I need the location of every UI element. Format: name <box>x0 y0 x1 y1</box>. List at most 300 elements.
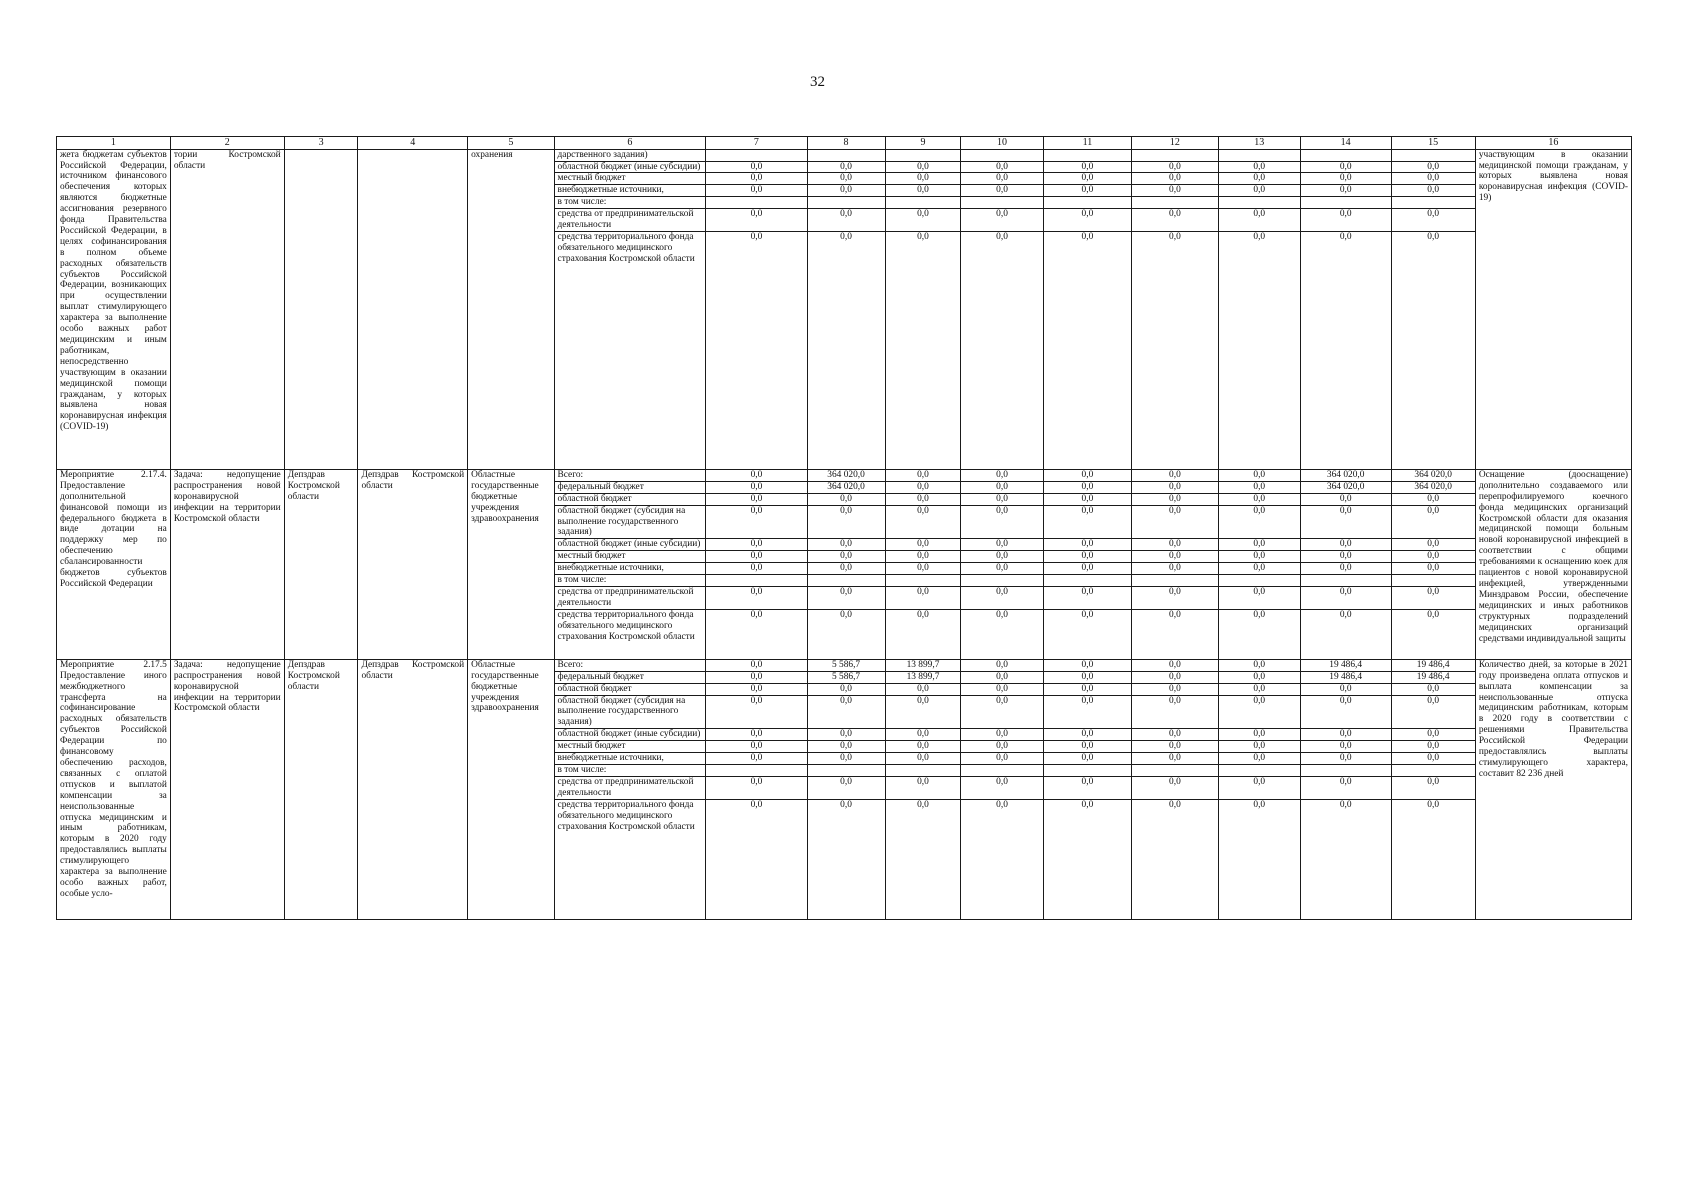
amount-cell: 0,0 <box>1391 563 1475 575</box>
amount-cell: 0,0 <box>1043 609 1132 659</box>
amount-cell: 0,0 <box>706 671 807 683</box>
amount-cell <box>1043 149 1132 161</box>
amount-cell: 0,0 <box>807 539 885 551</box>
column-number-row <box>57 137 1632 150</box>
amount-cell: 0,0 <box>1218 551 1300 563</box>
amount-cell: 0,0 <box>885 173 961 185</box>
amount-cell: 0,0 <box>706 609 807 659</box>
column-number: 3 <box>284 137 358 150</box>
amount-cell <box>807 197 885 209</box>
amount-cell <box>961 575 1043 587</box>
amount-cell <box>1132 764 1218 776</box>
funding-source: внебюджетные источники, <box>554 753 706 765</box>
amount-cell: 0,0 <box>807 741 885 753</box>
amount-cell: 0,0 <box>706 469 807 481</box>
amount-cell: 0,0 <box>1218 729 1300 741</box>
amount-cell: 0,0 <box>885 505 961 539</box>
amount-cell: 0,0 <box>1132 161 1218 173</box>
column-number: 8 <box>807 137 885 150</box>
amount-cell <box>961 197 1043 209</box>
amount-cell <box>706 575 807 587</box>
amount-cell: 0,0 <box>1391 683 1475 695</box>
amount-cell: 0,0 <box>706 481 807 493</box>
amount-cell: 364 020,0 <box>1300 481 1391 493</box>
amount-cell: 0,0 <box>1300 185 1391 197</box>
amount-cell: 0,0 <box>706 683 807 695</box>
amount-cell: 13 899,7 <box>885 671 961 683</box>
executor-cell <box>284 149 358 469</box>
amount-cell: 0,0 <box>961 173 1043 185</box>
amount-cell: 0,0 <box>1391 493 1475 505</box>
amount-cell: 0,0 <box>885 231 961 469</box>
amount-cell: 0,0 <box>961 695 1043 729</box>
amount-cell <box>1043 764 1132 776</box>
executor-cell: Депздрав Костромской области <box>284 469 358 659</box>
column-number: 7 <box>706 137 807 150</box>
participant-cell: Депздрав Костромской области <box>358 469 468 659</box>
amount-cell: 0,0 <box>1218 173 1300 185</box>
funding-source: областной бюджет (иные субсидии) <box>554 729 706 741</box>
amount-cell: 0,0 <box>1300 563 1391 575</box>
measure-cell: жета бюджетам субъектов Российской Федерации, источником финансового обеспечения которых являются бюджетные ассигнования резервного фонда Правительства Российской Федерации, в целях софинансирования в полном объеме расходных обязательств субъектов Российской Федерации, возникающих при осуществлении выплат стимулирующего характера за выполнение особо важных работ медицинским и иным работникам, непосредственно участвующим в оказании медицинской помощи гражданам, у которых выявлена новая коронавирусная инфекция (COVID-19) <box>57 149 171 469</box>
participant-cell: Депздрав Костромской области <box>358 659 468 919</box>
amount-cell: 0,0 <box>1391 231 1475 469</box>
amount-cell: 0,0 <box>706 776 807 799</box>
amount-cell <box>1218 575 1300 587</box>
funding-source: Всего: <box>554 659 706 671</box>
column-number: 1 <box>57 137 171 150</box>
amount-cell: 0,0 <box>807 231 885 469</box>
amount-cell: 0,0 <box>807 587 885 610</box>
amount-cell: 19 486,4 <box>1300 671 1391 683</box>
amount-cell: 0,0 <box>1300 695 1391 729</box>
amount-cell: 0,0 <box>1218 161 1300 173</box>
amount-cell <box>1391 197 1475 209</box>
recipient-cell: Областные государственные бюджетные учреждения здравоохранения <box>468 469 554 659</box>
amount-cell: 364 020,0 <box>1391 469 1475 481</box>
amount-cell: 0,0 <box>1132 209 1218 232</box>
amount-cell: 0,0 <box>1132 469 1218 481</box>
funding-source: областной бюджет (иные субсидии) <box>554 161 706 173</box>
amount-cell: 0,0 <box>706 231 807 469</box>
amount-cell: 0,0 <box>885 609 961 659</box>
funding-source: федеральный бюджет <box>554 481 706 493</box>
amount-cell <box>885 575 961 587</box>
amount-cell <box>1043 197 1132 209</box>
amount-cell: 0,0 <box>961 671 1043 683</box>
funding-source: местный бюджет <box>554 741 706 753</box>
amount-cell: 0,0 <box>1043 231 1132 469</box>
amount-cell: 0,0 <box>961 161 1043 173</box>
column-number: 2 <box>170 137 284 150</box>
amount-cell: 0,0 <box>885 493 961 505</box>
amount-cell: 0,0 <box>1300 551 1391 563</box>
amount-cell: 0,0 <box>961 493 1043 505</box>
amount-cell: 0,0 <box>961 609 1043 659</box>
column-number: 12 <box>1132 137 1218 150</box>
amount-cell: 0,0 <box>1218 587 1300 610</box>
amount-cell: 0,0 <box>1391 587 1475 610</box>
amount-cell: 0,0 <box>1391 609 1475 659</box>
amount-cell: 0,0 <box>1300 729 1391 741</box>
amount-cell: 0,0 <box>706 753 807 765</box>
amount-cell: 0,0 <box>807 209 885 232</box>
amount-cell: 5 586,7 <box>807 671 885 683</box>
amount-cell <box>1300 575 1391 587</box>
amount-cell <box>1218 149 1300 161</box>
amount-cell: 0,0 <box>1043 173 1132 185</box>
amount-cell: 0,0 <box>1132 493 1218 505</box>
amount-cell: 0,0 <box>1132 659 1218 671</box>
amount-cell: 0,0 <box>807 161 885 173</box>
amount-cell <box>885 764 961 776</box>
amount-cell: 0,0 <box>1391 695 1475 729</box>
funding-source: в том числе: <box>554 764 706 776</box>
amount-cell: 0,0 <box>1218 493 1300 505</box>
amount-cell: 0,0 <box>807 776 885 799</box>
amount-cell: 0,0 <box>1300 799 1391 919</box>
amount-cell: 0,0 <box>1043 505 1132 539</box>
amount-cell: 0,0 <box>961 505 1043 539</box>
amount-cell: 0,0 <box>1218 209 1300 232</box>
amount-cell: 0,0 <box>706 161 807 173</box>
amount-cell: 0,0 <box>1132 671 1218 683</box>
amount-cell: 0,0 <box>885 481 961 493</box>
amount-cell: 0,0 <box>961 683 1043 695</box>
amount-cell: 0,0 <box>807 609 885 659</box>
amount-cell: 0,0 <box>961 551 1043 563</box>
amount-cell <box>1218 197 1300 209</box>
column-number: 10 <box>961 137 1043 150</box>
amount-cell: 0,0 <box>1391 161 1475 173</box>
amount-cell: 0,0 <box>1218 659 1300 671</box>
amount-cell: 0,0 <box>706 551 807 563</box>
amount-cell: 0,0 <box>1132 185 1218 197</box>
amount-cell: 364 020,0 <box>1300 469 1391 481</box>
amount-cell: 0,0 <box>1043 469 1132 481</box>
amount-cell: 0,0 <box>706 563 807 575</box>
amount-cell: 0,0 <box>961 741 1043 753</box>
amount-cell: 0,0 <box>1132 776 1218 799</box>
amount-cell: 0,0 <box>1043 493 1132 505</box>
amount-cell: 0,0 <box>1132 481 1218 493</box>
amount-cell: 0,0 <box>1300 741 1391 753</box>
amount-cell: 0,0 <box>961 776 1043 799</box>
amount-cell: 0,0 <box>1043 776 1132 799</box>
amount-cell: 0,0 <box>1300 609 1391 659</box>
amount-cell: 0,0 <box>1132 753 1218 765</box>
amount-cell: 0,0 <box>1218 609 1300 659</box>
amount-cell: 0,0 <box>1391 753 1475 765</box>
amount-cell: 0,0 <box>1043 683 1132 695</box>
task-cell: тории Костромской области <box>170 149 284 469</box>
amount-cell: 0,0 <box>961 753 1043 765</box>
amount-cell: 0,0 <box>1391 551 1475 563</box>
amount-cell: 0,0 <box>706 539 807 551</box>
measure-cell: Мероприятие 2.17.4. Предоставление дополнительной финансовой помощи из федерального бюджета в виде дотации на поддержку мер по обеспечению сбалансированности бюджетов субъектов Российской Федерации <box>57 469 171 659</box>
amount-cell <box>1391 149 1475 161</box>
amount-cell: 364 020,0 <box>807 469 885 481</box>
amount-cell: 0,0 <box>1300 161 1391 173</box>
amount-cell <box>706 197 807 209</box>
amount-cell <box>1300 764 1391 776</box>
funding-source: областной бюджет (субсидия на выполнение государственного задания) <box>554 505 706 539</box>
amount-cell: 0,0 <box>885 563 961 575</box>
amount-cell: 0,0 <box>1043 753 1132 765</box>
amount-cell: 0,0 <box>1391 799 1475 919</box>
amount-cell <box>706 764 807 776</box>
amount-cell <box>1300 197 1391 209</box>
amount-cell: 0,0 <box>1132 563 1218 575</box>
amount-cell <box>1043 575 1132 587</box>
amount-cell: 0,0 <box>1043 695 1132 729</box>
amount-cell: 0,0 <box>1043 563 1132 575</box>
amount-cell: 0,0 <box>1043 481 1132 493</box>
amount-cell: 0,0 <box>1132 539 1218 551</box>
amount-cell: 0,0 <box>1218 231 1300 469</box>
amount-cell: 0,0 <box>961 469 1043 481</box>
amount-cell <box>961 149 1043 161</box>
amount-cell: 0,0 <box>1043 161 1132 173</box>
result-cell: участвующим в оказании медицинской помощи гражданам, у которых выявлена новая коронавирусная инфекция (COVID-19) <box>1475 149 1631 469</box>
amount-cell: 0,0 <box>1391 729 1475 741</box>
amount-cell: 19 486,4 <box>1300 659 1391 671</box>
amount-cell: 0,0 <box>706 695 807 729</box>
amount-cell: 0,0 <box>1391 776 1475 799</box>
amount-cell: 0,0 <box>706 729 807 741</box>
amount-cell: 0,0 <box>1300 539 1391 551</box>
column-number: 11 <box>1043 137 1132 150</box>
amount-cell: 0,0 <box>1132 741 1218 753</box>
amount-cell: 0,0 <box>706 185 807 197</box>
amount-cell: 0,0 <box>1218 671 1300 683</box>
amount-cell <box>1132 149 1218 161</box>
amount-cell: 0,0 <box>807 173 885 185</box>
amount-cell: 0,0 <box>1132 799 1218 919</box>
amount-cell: 0,0 <box>1218 683 1300 695</box>
amount-cell: 0,0 <box>1300 683 1391 695</box>
funding-source: в том числе: <box>554 575 706 587</box>
result-cell: Количество дней, за которые в 2021 году произведена оплата отпусков и выплата компенсации за неиспользованные отпуска медицинским работникам, которым в 2020 году в соответствии с решениями Правительства Российской Федерации предоставлялись выплаты стимулирующего характера, составит 82 236 дней <box>1475 659 1631 919</box>
amount-cell: 0,0 <box>885 469 961 481</box>
amount-cell: 0,0 <box>807 551 885 563</box>
amount-cell <box>961 764 1043 776</box>
result-cell: Оснащение (дооснащение) дополнительно создаваемого или перепрофилируемого коечного фонда медицинских организаций Костромской области для оказания медицинской помощи больным новой коронавирусной инфекцией в соответствии с общими требованиями к оснащению коек для пациентов с новой коронавирусной инфекцией, утвержденными Минздравом России, обеспечение медицинских и иных работников структурных подразделений медицинских организаций средствами индивидуальной защиты <box>1475 469 1631 659</box>
amount-cell: 0,0 <box>961 539 1043 551</box>
amount-cell: 0,0 <box>1391 505 1475 539</box>
funding-source: областной бюджет <box>554 493 706 505</box>
amount-cell: 19 486,4 <box>1391 659 1475 671</box>
amount-cell: 0,0 <box>807 683 885 695</box>
funding-source: дарственного задания) <box>554 149 706 161</box>
amount-cell: 0,0 <box>1218 505 1300 539</box>
amount-cell: 0,0 <box>807 505 885 539</box>
amount-cell: 0,0 <box>1218 753 1300 765</box>
amount-cell: 0,0 <box>807 695 885 729</box>
table-body <box>57 137 1632 920</box>
funding-source: областной бюджет (субсидия на выполнение государственного задания) <box>554 695 706 729</box>
amount-cell: 0,0 <box>961 209 1043 232</box>
column-number: 13 <box>1218 137 1300 150</box>
amount-cell: 0,0 <box>1043 659 1132 671</box>
amount-cell: 0,0 <box>1391 173 1475 185</box>
amount-cell: 0,0 <box>1300 587 1391 610</box>
amount-cell: 0,0 <box>885 695 961 729</box>
amount-cell: 0,0 <box>706 209 807 232</box>
amount-cell <box>706 149 807 161</box>
amount-cell: 0,0 <box>1132 173 1218 185</box>
amount-cell: 0,0 <box>1132 505 1218 539</box>
amount-cell: 0,0 <box>961 659 1043 671</box>
amount-cell: 0,0 <box>961 799 1043 919</box>
amount-cell: 5 586,7 <box>807 659 885 671</box>
amount-cell: 0,0 <box>961 185 1043 197</box>
funding-source: местный бюджет <box>554 173 706 185</box>
amount-cell: 13 899,7 <box>885 659 961 671</box>
amount-cell <box>1391 764 1475 776</box>
amount-cell: 0,0 <box>1391 741 1475 753</box>
recipient-cell: охранения <box>468 149 554 469</box>
amount-cell: 0,0 <box>885 753 961 765</box>
amount-cell: 0,0 <box>1218 741 1300 753</box>
amount-cell: 0,0 <box>1132 231 1218 469</box>
recipient-cell: Областные государственные бюджетные учреждения здравоохранения <box>468 659 554 919</box>
amount-cell: 0,0 <box>1218 776 1300 799</box>
amount-cell: 0,0 <box>1300 209 1391 232</box>
measure-cell: Мероприятие 2.17.5 Предоставление иного межбюджетного трансферта на софинансирование расходных обязательств субъектов Российской Федерации по финансовому обеспечению расходов, связанных с оплатой отпусков и выплатой компенсации за неиспользованные отпуска медицинским и иным работникам, которым в 2020 году предоставлялись выплаты стимулирующего характера за выполнение особо важных работ, особые усло- <box>57 659 171 919</box>
task-cell: Задача: недопущение распространения новой коронавирусной инфекции на территории Костромской области <box>170 469 284 659</box>
amount-cell: 0,0 <box>807 493 885 505</box>
amount-cell: 0,0 <box>706 741 807 753</box>
amount-cell: 0,0 <box>961 481 1043 493</box>
amount-cell <box>1218 764 1300 776</box>
amount-cell: 0,0 <box>1132 683 1218 695</box>
amount-cell: 0,0 <box>885 161 961 173</box>
amount-cell: 0,0 <box>706 799 807 919</box>
executor-cell: Депздрав Костромской области <box>284 659 358 919</box>
amount-cell: 0,0 <box>807 563 885 575</box>
amount-cell: 0,0 <box>1218 469 1300 481</box>
funding-source: средства территориального фонда обязательного медицинского страхования Костромской области <box>554 231 706 469</box>
amount-cell: 0,0 <box>807 799 885 919</box>
amount-cell: 0,0 <box>706 587 807 610</box>
amount-cell: 364 020,0 <box>807 481 885 493</box>
funding-row <box>57 149 1632 161</box>
amount-cell: 0,0 <box>1132 551 1218 563</box>
budget-table <box>56 136 1632 920</box>
amount-cell: 0,0 <box>885 776 961 799</box>
amount-cell: 0,0 <box>1218 481 1300 493</box>
page-number: 32 <box>810 74 825 90</box>
amount-cell: 0,0 <box>1218 799 1300 919</box>
column-number: 16 <box>1475 137 1631 150</box>
amount-cell: 0,0 <box>1391 185 1475 197</box>
amount-cell: 0,0 <box>1043 587 1132 610</box>
amount-cell <box>807 764 885 776</box>
amount-cell: 0,0 <box>1043 729 1132 741</box>
amount-cell: 0,0 <box>1043 551 1132 563</box>
column-number: 9 <box>885 137 961 150</box>
column-number: 4 <box>358 137 468 150</box>
amount-cell: 0,0 <box>706 505 807 539</box>
amount-cell <box>1132 575 1218 587</box>
amount-cell: 0,0 <box>1218 539 1300 551</box>
amount-cell: 0,0 <box>885 551 961 563</box>
amount-cell: 0,0 <box>706 173 807 185</box>
amount-cell: 0,0 <box>1300 231 1391 469</box>
column-number: 5 <box>468 137 554 150</box>
amount-cell: 0,0 <box>1043 799 1132 919</box>
amount-cell: 0,0 <box>885 729 961 741</box>
funding-source: средства от предпринимательской деятельности <box>554 587 706 610</box>
funding-source: средства от предпринимательской деятельности <box>554 776 706 799</box>
amount-cell: 0,0 <box>1043 539 1132 551</box>
funding-row <box>57 659 1632 671</box>
funding-source: областной бюджет (иные субсидии) <box>554 539 706 551</box>
amount-cell: 0,0 <box>1218 185 1300 197</box>
amount-cell: 0,0 <box>961 231 1043 469</box>
amount-cell: 0,0 <box>807 185 885 197</box>
amount-cell: 364 020,0 <box>1391 481 1475 493</box>
amount-cell: 0,0 <box>885 683 961 695</box>
amount-cell: 0,0 <box>1132 729 1218 741</box>
funding-source: средства территориального фонда обязательного медицинского страхования Костромской области <box>554 799 706 919</box>
amount-cell: 0,0 <box>961 563 1043 575</box>
amount-cell: 0,0 <box>1043 671 1132 683</box>
amount-cell: 0,0 <box>885 587 961 610</box>
funding-source: внебюджетные источники, <box>554 185 706 197</box>
amount-cell: 0,0 <box>1132 695 1218 729</box>
amount-cell: 0,0 <box>706 659 807 671</box>
amount-cell: 0,0 <box>1132 609 1218 659</box>
column-number: 14 <box>1300 137 1391 150</box>
amount-cell: 0,0 <box>1132 587 1218 610</box>
participant-cell <box>358 149 468 469</box>
amount-cell: 0,0 <box>807 729 885 741</box>
funding-row <box>57 469 1632 481</box>
amount-cell <box>807 149 885 161</box>
amount-cell <box>1132 197 1218 209</box>
column-number: 6 <box>554 137 706 150</box>
column-number: 15 <box>1391 137 1475 150</box>
amount-cell <box>1300 149 1391 161</box>
amount-cell: 0,0 <box>1300 173 1391 185</box>
amount-cell: 0,0 <box>1300 505 1391 539</box>
amount-cell: 0,0 <box>885 799 961 919</box>
amount-cell <box>807 575 885 587</box>
funding-source: средства от предпринимательской деятельности <box>554 209 706 232</box>
amount-cell: 0,0 <box>1043 209 1132 232</box>
amount-cell: 0,0 <box>961 587 1043 610</box>
amount-cell: 0,0 <box>885 209 961 232</box>
amount-cell <box>885 149 961 161</box>
amount-cell <box>885 197 961 209</box>
funding-source: областной бюджет <box>554 683 706 695</box>
amount-cell: 0,0 <box>885 741 961 753</box>
amount-cell: 0,0 <box>1300 493 1391 505</box>
task-cell: Задача: недопущение распространения новой коронавирусной инфекции на территории Костромской области <box>170 659 284 919</box>
funding-source: средства территориального фонда обязательного медицинского страхования Костромской области <box>554 609 706 659</box>
amount-cell: 0,0 <box>1300 776 1391 799</box>
funding-source: Всего: <box>554 469 706 481</box>
amount-cell: 0,0 <box>1043 741 1132 753</box>
amount-cell <box>1391 575 1475 587</box>
amount-cell: 0,0 <box>885 539 961 551</box>
amount-cell: 0,0 <box>1391 539 1475 551</box>
amount-cell: 0,0 <box>1043 185 1132 197</box>
funding-source: федеральный бюджет <box>554 671 706 683</box>
amount-cell: 0,0 <box>1391 209 1475 232</box>
